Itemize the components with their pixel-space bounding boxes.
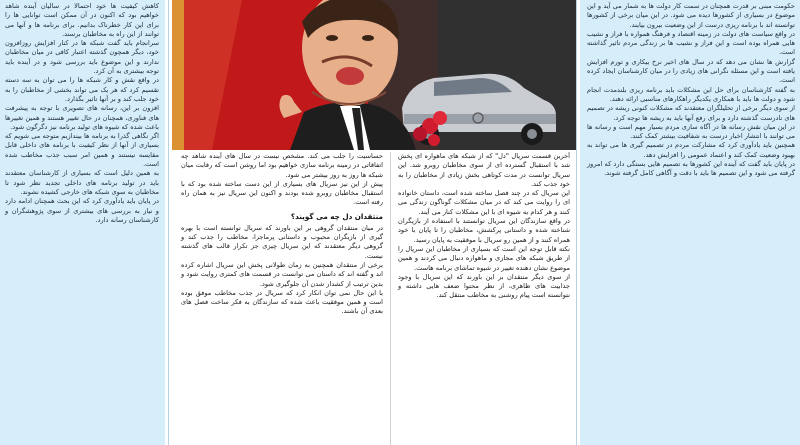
column-separator (168, 0, 169, 445)
paragraph: پیش از این نیز سریال های بسیاری از این دست ساخته شده بود که با استقبال مخاطبان روبرو شده بودند و اکنون این سریال نیز به همان راه رفته است. (181, 179, 383, 207)
paragraph: همچنین باید یادآوری کرد که مشارکت مردم در تصمیم گیری ها می تواند به بهبود وضعیت کمک کند و اعتماد عمومی را افزایش دهد. (587, 141, 795, 159)
paragraph: در واقع سازندگان این سریال توانستند با استفاده از بازیگران شناخته شده و داستانی پرکشش، مخاطبان را تا پایان با خود همراه کنند و از همین رو سریال با موفقیت به پایان رسید. (398, 217, 570, 244)
paragraph: در این میان نقش رسانه ها در آگاه سازی مردم بسیار مهم است و رسانه ها می توانند با انتشار اخبار درست به شفافیت بیشتر کمک کنند. (587, 122, 795, 141)
right-column (580, 0, 800, 445)
left-column (0, 0, 165, 445)
paragraph: در واقع سیاست های دولت در زمینه اقتصاد و فرهنگ همواره با فراز و نشیب هایی همراه بوده است و این فراز و نشیب ها بر زندگی مردم تاثیر گذاشته است. (587, 29, 795, 57)
paragraph: در پایان باید یادآوری کرد که این بحث همچنان ادامه دارد و نیاز به بررسی های بیشتری از سوی پژوهشگران و کارشناسان رسانه دارد. (5, 197, 159, 224)
paragraph: نکته قابل توجه این است که بسیاری از مخاطبان این سریال را از طریق شبکه های مجازی و ماهواره دنبال می کردند و همین موضوع نشان دهنده تغییر در شیوه تماشای برنامه هاست. (398, 244, 570, 272)
paragraph: اگر نگاهی گذرا به برنامه ها بیندازیم متوجه می شویم که بسیاری از آنها از نظر کیفیت با برنامه های داخلی قابل مقایسه نیستند و همین امر سبب جذب مخاطب شده است. (5, 132, 159, 169)
paragraph: آخرین قسمت سریال "دل" که از شبکه های ماهواره ای پخش شد با استقبال گسترده ای از سوی مخاطبان روبرو شد. این سریال توانست در مدت کوتاهی بخش زیادی از مخاطبان را به خود جذب کند. (398, 152, 570, 188)
paragraph: به همین دلیل است که بسیاری از کارشناسان معتقدند باید در تولید برنامه های داخلی تجدید نظر شود تا مخاطبان به سوی شبکه های خارجی کشیده نشوند. (5, 169, 159, 196)
column-divider (390, 152, 391, 445)
paragraph: حکومت مبنی بر قدرت همچنان در سمت کار دولت ها به شمار می آید و این موضوع در بسیاری از کشورها دیده می شود. در این میان برخی از کشورها توانسته اند با برنامه ریزی درست از این وضعیت بیرون بیایند. (587, 2, 795, 29)
paragraph: گزارش ها نشان می دهد که در سال های اخیر نرخ بیکاری و تورم افزایش یافته است و این مسئله نگرانی های زیادی را در میان کارشناسان ایجاد کرده است. (587, 57, 795, 85)
paragraph: در واقع نقش و کار شبکه ها را می توان به سه دسته تقسیم کرد که هر یک می تواند بخشی از مخاطبان را به خود جلب کند و بر آنها تاثیر بگذارد. (5, 76, 159, 103)
paragraph: در پایان باید گفت که آینده این کشورها به تصمیم هایی بستگی دارد که امروز گرفته می شود و این تصمیم ها باید با دقت و آگاهی کامل گرفته شوند. (587, 160, 795, 178)
paragraph: با این حال نمی توان انکار کرد که سریال در جذب مخاطب موفق بوده است و همین موفقیت باعث شده که سازندگان به فکر ساخت فصل های بعدی آن باشند. (181, 288, 383, 316)
paragraph: سرانجام باید گفت شبکه ها در کنار افزایش روزافزون خود، دیگر همچون گذشته اعتبار کافی در میان مخاطبان ندارند و این موضوع باید بررسی شود و در آینده باید توجه بیشتری به آن کرد. (5, 39, 159, 76)
paragraph: افزون بر این، رسانه های تصویری با توجه به پیشرفت های فناوری، همچنان در حال تغییر هستند و همین تغییرها باعث شده که شیوه های تولید برنامه نیز دگرگون شود. (5, 104, 159, 131)
paragraph: حساسیت را جلب می کند. مشخص نیست در سال های آینده شاهد چه اتفاقاتی در زمینه برنامه سازی خواهیم بود اما روشن است که رقابت میان شبکه ها روز به روز بیشتر می شود. (181, 152, 383, 179)
subheading: منتقدان دل چه می گویند؟ (290, 211, 383, 221)
paragraph: از سوی دیگر منتقدان بر این باورند که این سریال با وجود جذابیت های ظاهری، از نظر محتوا ضعف هایی داشته و نتوانسته است پیام روشنی به مخاطب منتقل کند. (398, 272, 570, 300)
paragraph: از سوی دیگر برخی از تحلیلگران معتقدند که مشکلات کنونی ریشه در تصمیم های نادرست گذشته دارد و برای رفع آنها باید به ریشه ها توجه کرد. (587, 104, 795, 122)
middle-left-column (178, 152, 386, 445)
paragraph: کاهش کیفیت ها خود احتمالا در سالیان آینده شاهد خواهیم بود که اکنون در آن ممکن است توانایی ها را برای این کار خطرناک بدانیم. برای برنامه ها و آنها می توانند از این راه به مخاطبان برسند. (5, 2, 159, 38)
caricature-illustration (172, 0, 576, 150)
middle-right-column (395, 152, 573, 445)
paragraph: برخی از منتقدان همچنین به زمان طولانی پخش این سریال اشاره کرده اند و گفته اند که داستان می توانست در قسمت های کمتری روایت شود و بدین ترتیب از کشدار شدن آن جلوگیری شود. (181, 260, 383, 288)
caricature-icon (172, 0, 576, 150)
column-separator (576, 0, 577, 445)
paragraph: به گفته کارشناسان برای حل این مشکلات باید برنامه ریزی بلندمدت انجام شود و دولت ها باید با همکاری یکدیگر راهکارهای مناسبی ارائه دهند. (587, 85, 795, 103)
paragraph: این سریال که در چند فصل ساخته شده است، داستان خانواده ای را روایت می کند که در میان مشکلات گوناگون زندگی می کنند و هر کدام به شیوه ای با این مشکلات کنار می آیند. (398, 189, 570, 216)
paragraph: در میان منتقدان گروهی بر این باورند که سریال توانسته است با بهره گیری از بازیگران محبوب و داستانی پرماجرا، مخاطب را جذب کند و گروهی دیگر معتقدند که این سریال چیزی جز تکرار قالب های گذشته نیست. (181, 223, 383, 260)
